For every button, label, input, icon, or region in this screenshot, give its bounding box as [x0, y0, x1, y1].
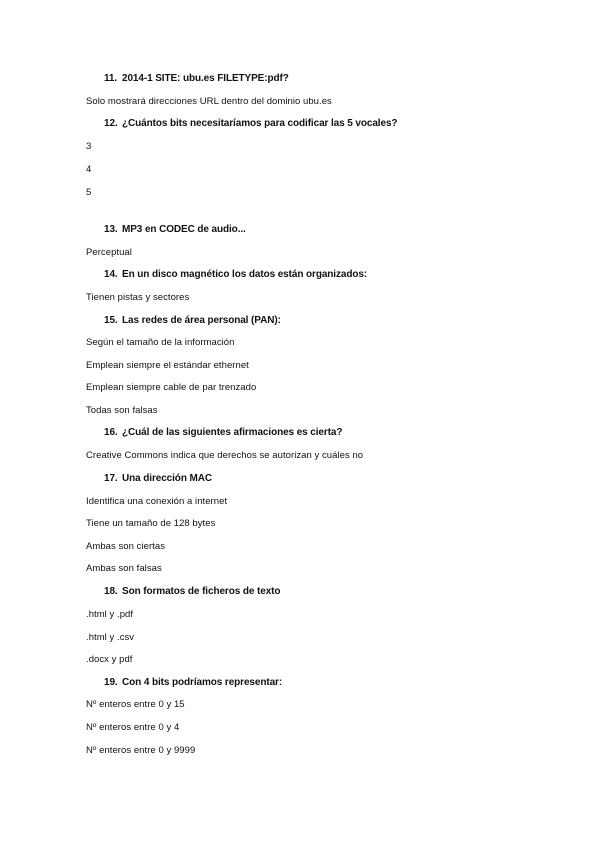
question-text: En un disco magnético los datos están organizados:: [122, 269, 368, 280]
answer-14-1: Tienen pistas y sectores: [86, 292, 190, 303]
question-text: 2014-1 SITE: ubu.es FILETYPE:pdf?: [122, 73, 289, 84]
answer-12-2: 4: [86, 164, 92, 175]
question-number: 18.: [104, 586, 118, 597]
question-14: [104, 269, 367, 280]
question-number: 11.: [104, 73, 118, 84]
answer-12-1: 3: [86, 141, 92, 152]
question-text: Una dirección MAC: [122, 473, 212, 484]
question-number: 17.: [104, 473, 118, 484]
answer-15-4: Todas son falsas: [86, 405, 158, 416]
answer-16-1: Creative Commons indica que derechos se autorizan y cuáles no: [86, 450, 364, 461]
question-number: 15.: [104, 315, 118, 326]
answer-13-1: Perceptual: [86, 247, 132, 258]
question-17: [104, 473, 212, 484]
answer-18-1: .html y .pdf: [86, 609, 134, 620]
answer-15-3: Emplean siempre cable de par trenzado: [86, 382, 257, 393]
question-number: 12.: [104, 118, 118, 129]
answer-17-2: Tiene un tamaño de 128 bytes: [86, 518, 216, 529]
question-number: 13.: [104, 224, 118, 235]
question-19: [104, 677, 282, 688]
question-13: [104, 224, 246, 235]
answer-17-3: Ambas son ciertas: [86, 541, 165, 552]
answer-19-2: Nº enteros entre 0 y 4: [86, 722, 180, 733]
question-text: Las redes de área personal (PAN):: [122, 315, 281, 326]
question-15: [104, 315, 281, 326]
answer-17-4: Ambas son falsas: [86, 563, 162, 574]
answer-12-3: 5: [86, 187, 92, 198]
answer-18-3: .docx y pdf: [86, 654, 133, 665]
question-text: Son formatos de ficheros de texto: [122, 586, 281, 597]
answer-19-1: Nº enteros entre 0 y 15: [86, 699, 185, 710]
question-text: ¿Cuál de las siguientes afirmaciones es cierta?: [122, 427, 343, 438]
question-text: ¿Cuántos bits necesitaríamos para codificar las 5 vocales?: [122, 118, 398, 129]
question-18: [104, 586, 280, 597]
question-12: [104, 118, 397, 129]
answer-15-2: Emplean siempre el estándar ethernet: [86, 360, 249, 371]
answer-18-2: .html y .csv: [86, 632, 135, 643]
question-number: 14.: [104, 269, 118, 280]
question-16: [104, 427, 342, 438]
question-number: 16.: [104, 427, 118, 438]
question-number: 19.: [104, 677, 118, 688]
answer-19-3: Nº enteros entre 0 y 9999: [86, 745, 196, 756]
answer-11-1: Solo mostrará direcciones URL dentro del dominio ubu.es: [86, 96, 332, 107]
question-text: MP3 en CODEC de audio...: [122, 224, 246, 235]
answer-17-1: Identifica una conexión a internet: [86, 496, 228, 507]
question-text: Con 4 bits podríamos representar:: [122, 677, 283, 688]
question-11: [104, 73, 289, 84]
answer-15-1: Según el tamaño de la información: [86, 337, 235, 348]
